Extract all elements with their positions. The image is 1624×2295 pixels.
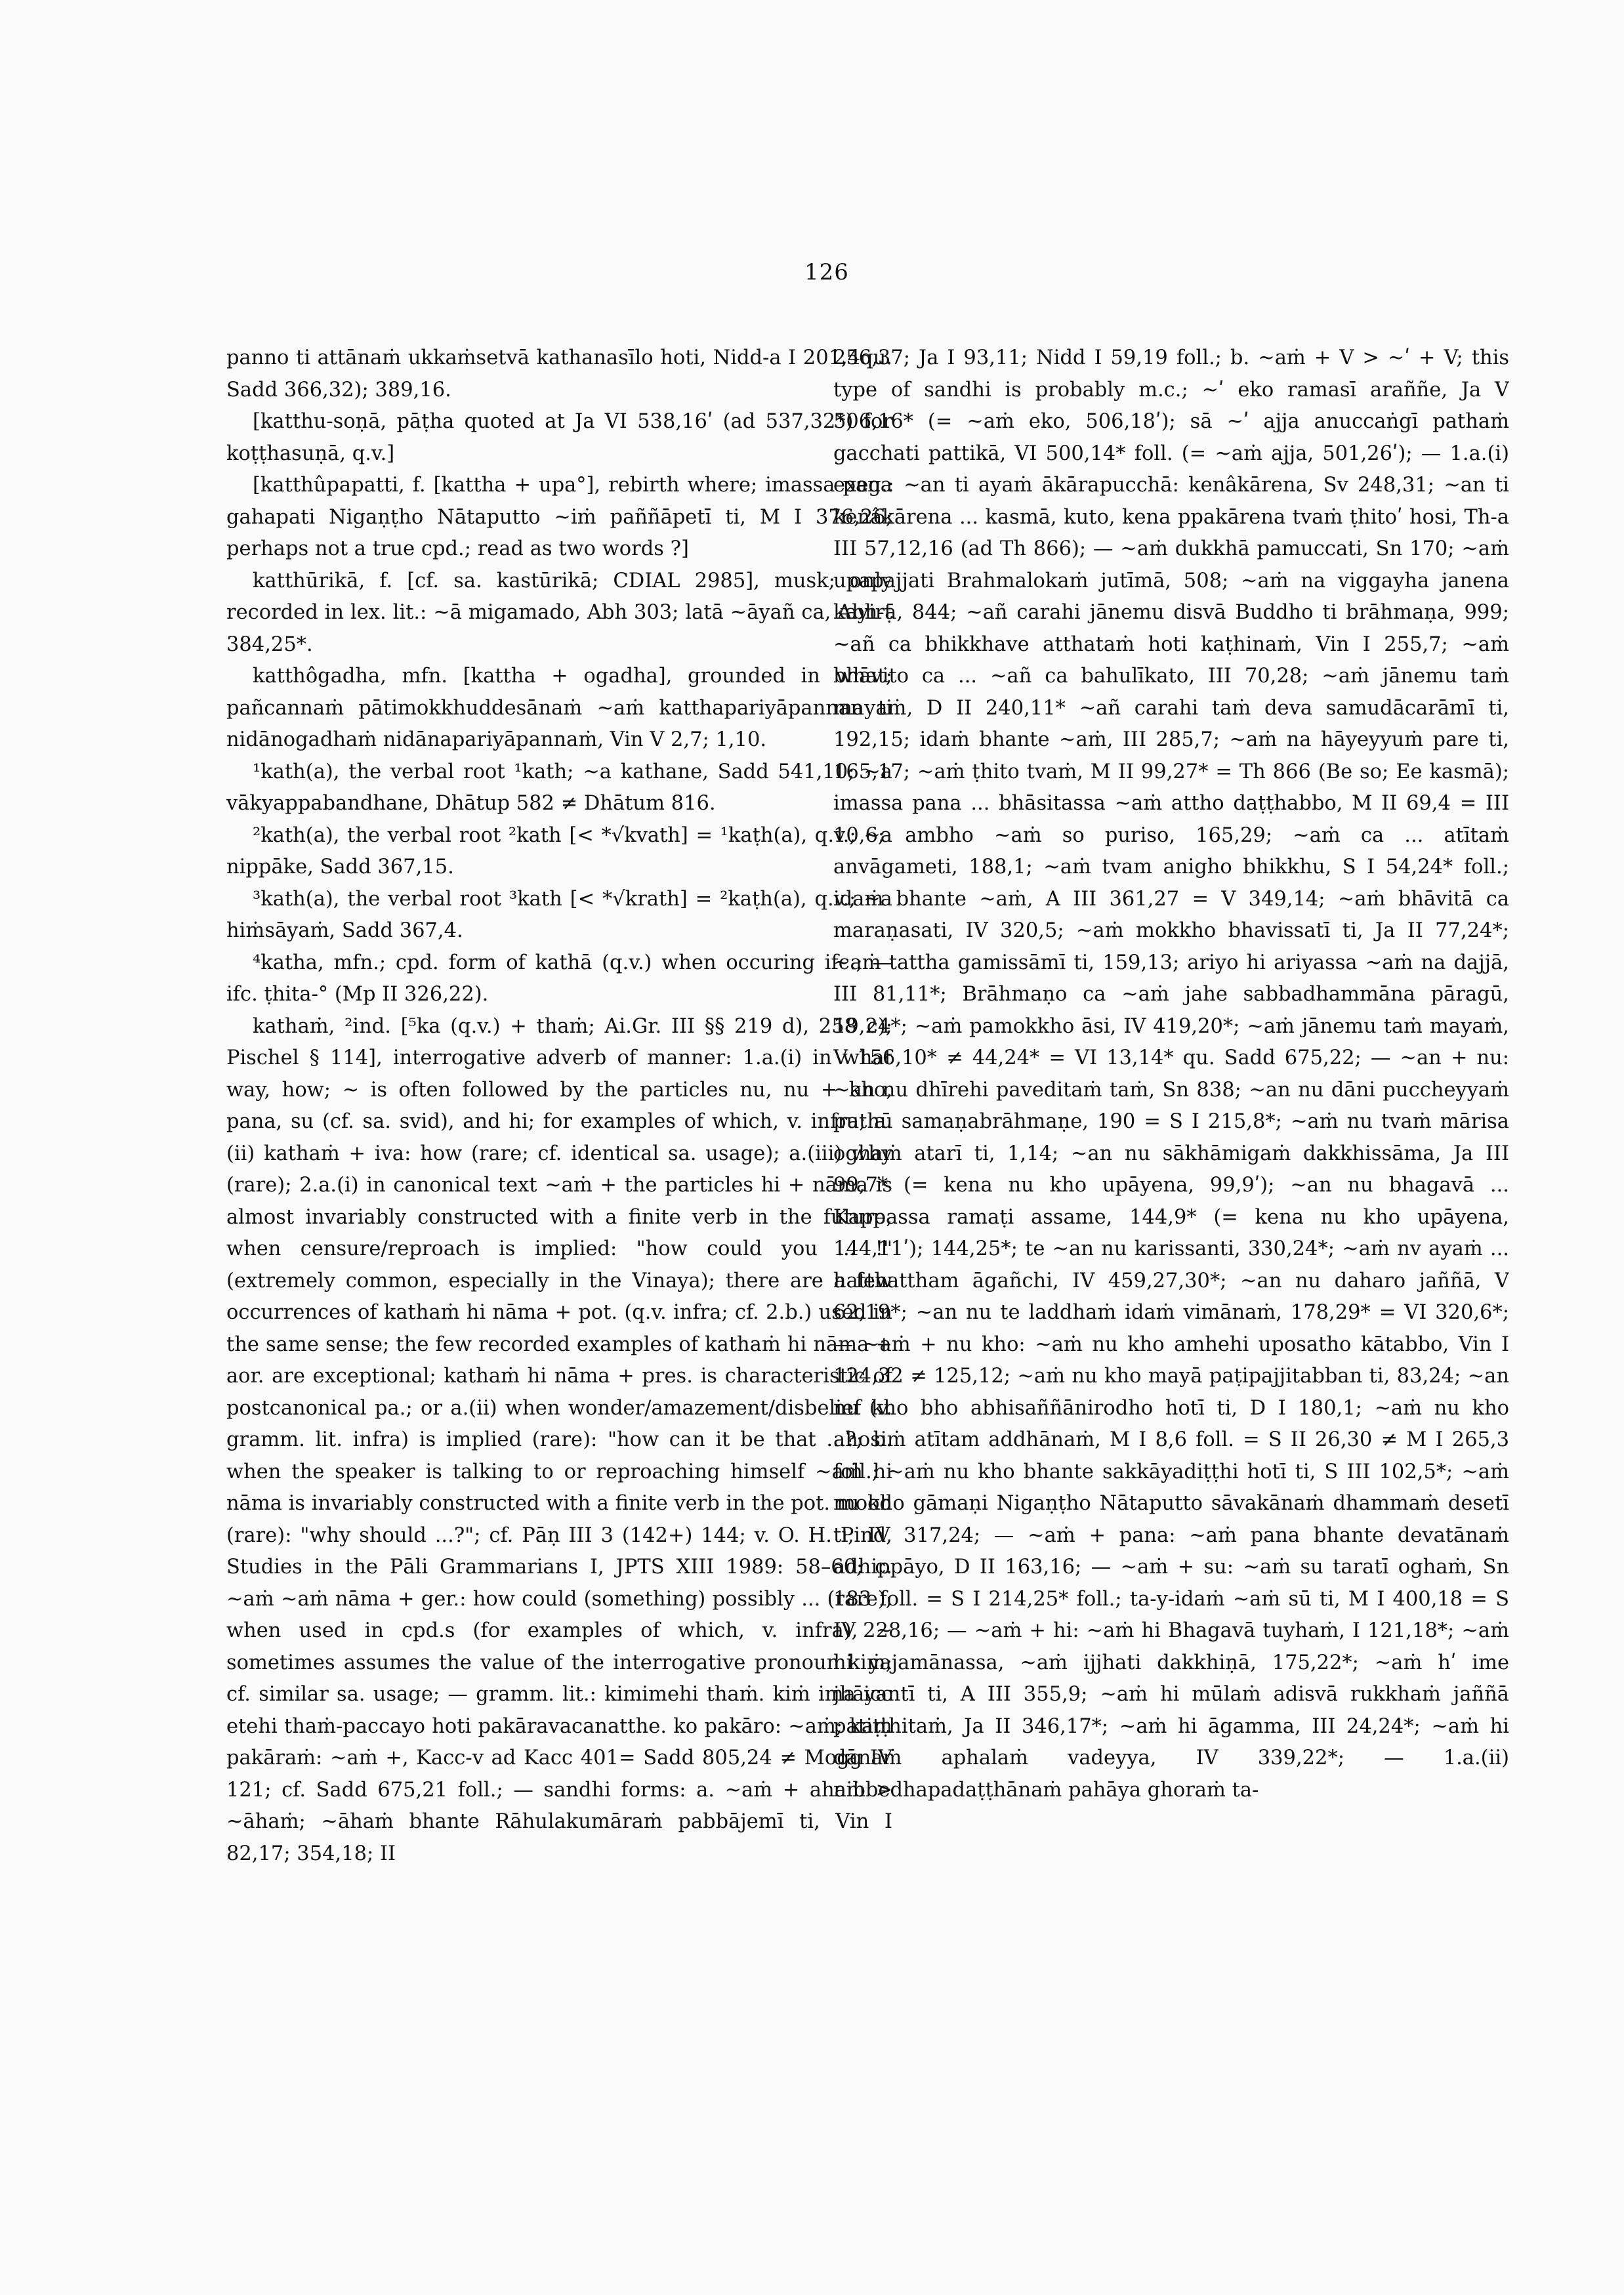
dictionary-entry: [katthu-soṇā, pāṭha quoted at Ja VI 538,16ʹ (ad 537,32*) for koṭṭhasuṇā, q.v.] bbox=[226, 410, 892, 465]
right-column bbox=[833, 342, 1509, 2166]
left-column bbox=[226, 342, 892, 2166]
page-number: 126 bbox=[804, 259, 849, 285]
dictionary-entry: ³kath(a), the verbal root ³kath [< *√krath] = ²kaṭh(a), q.v.; ~a hiṁsāyaṁ, Sadd 367,4. bbox=[226, 887, 892, 942]
dictionary-entry: ⁴katha, mfn.; cpd. form of kathā (q.v.) when occuring ifc.; — ifc. ṭhita-° (Mp II 326,22). bbox=[226, 951, 892, 1006]
dictionary-entry: katthūrikā, f. [cf. sa. kastūrikā; CDIAL 2985], musk; only recorded in lex. lit.: ~ā migamado, Abh 303; latā ~āyañ ca, Abh-ṭ 384,25*. bbox=[226, 569, 892, 656]
entry-continuation: 256,37; Ja I 93,11; Nidd I 59,19 foll.; b. ~aṁ + V > ~ʹ + V; this type of sandhi is probably m.c.; ~ʹ eko ramasī araññe, Ja V 506,16* (= ~aṁ eko, 506,18ʹ); sā ~ʹ ajja anuccaṅgī pathaṁ gacchati pattikā, VI 500,14* foll. (= ~aṁ ajja, 501,26ʹ); — 1.a.(i) exeg.: ~an ti ayaṁ ākārapucchā: kenâkārena, Sv 248,31; ~an ti kenâkārena ... kasmā, kuto, kena ppakārena tvaṁ ṭhitoʹ hosi, Th-a III 57,12,16 (ad Th 866); — ~aṁ dukkhā pamuccati, Sn 170; ~aṁ upapajjati Brahmalokaṁ jutīmā, 508; ~aṁ na viggayha janena kayirā, 844; ~añ carahi jānemu disvā Buddho ti brāhmaṇa, 999; ~añ ca bhikkhave atthataṁ hoti kaṭhinaṁ, Vin I 255,7; ~aṁ bhāvito ca ... ~añ ca bahulīkato, III 70,28; ~aṁ jānemu taṁ mayaṁ, D II 240,11* ~añ carahi taṁ deva samudācarāmī ti, 192,15; idaṁ bhante ~aṁ, III 285,7; ~aṁ na hāyeyyuṁ pare ti, 165,17; ~aṁ ṭhito tvaṁ, M II 99,27* = Th 866 (Be so; Ee kasmā); imassa pana ... bhāsitassa ~aṁ attho daṭṭhabbo, M II 69,4 = III 10,6; ambho ~aṁ so puriso, 165,29; ~aṁ ca ... atītaṁ anvāgameti, 188,1; ~aṁ tvam anigho bhikkhu, S I 54,24* foll.; idaṁ bhante ~aṁ, A III 361,27 = V 349,14; ~aṁ bhāvitā ca maraṇasati, IV 320,5; ~aṁ mokkho bhavissatī ti, Ja II 77,24*; ~aṁ tattha gamissāmī ti, 159,13; ariyo hi ariyassa ~aṁ na dajjā, III 81,11*; Brāhmaṇo ca ~aṁ jahe sabbadhammāna pāragū, 19,24*; ~aṁ pamokkho āsi, IV 419,20*; ~aṁ jānemu taṁ mayaṁ, V 156,10* ≠ 44,24* = VI 13,14* qu. Sadd 675,22; — ~an + nu: ~an nu dhīrehi paveditaṁ taṁ, Sn 838; ~an nu dāni puccheyyaṁ puthū samaṇabrāhmaṇe, 190 = S I 215,8*; ~aṁ nu tvaṁ mārisa oghaṁ atarī ti, 1,14; ~an nu sākhāmigaṁ dakkhissāma, Ja III 99,7* (= kena nu kho upāyena, 99,9ʹ); ~an nu bhagavā ... Kappassa ramaṭi assame, 144,9* (= kena nu kho upāyena, 144,11ʹ); 144,25*; te ~an nu karissanti, 330,24*; ~aṁ nv ayaṁ ... hatthattham āgañchi, IV 459,27,30*; ~an nu daharo jaññā, V 62,19*; ~an nu te laddhaṁ idaṁ vimānaṁ, 178,29* = VI 320,6*; — ~aṁ + nu kho: ~aṁ nu kho amhehi uposatho kātabbo, Vin I 124,32 ≠ 125,12; ~aṁ nu kho mayā paṭipajjitabban ti, 83,24; ~an nu kho bho abhisaññānirodho hotī ti, D I 180,1; ~aṁ nu kho ahosiṁ atītam addhānaṁ, M I 8,6 foll. = S II 26,30 ≠ M I 265,3 foll.; ~aṁ nu kho bhante sakkāyadiṭṭhi hotī ti, S III 102,5*; ~aṁ nu kho gāmaṇi Nigaṇṭho Nātaputto sāvakānaṁ dhammaṁ desetī ti, IV 317,24; — ~aṁ + pana: ~aṁ pana bhante devatānaṁ adhippāyo, D II 163,16; — ~aṁ + su: ~aṁ su taratī oghaṁ, Sn 183 foll. = S I 214,25* foll.; ta-y-idaṁ ~aṁ sū ti, M I 400,18 = S IV 228,16; — ~aṁ + hi: ~aṁ hi Bhagavā tuyhaṁ, I 121,18*; ~aṁ hi yajamānassa, ~aṁ ijjhati dakkhiṇā, 175,22*; ~aṁ hʹ ime jhāyantī ti, A III 355,9; ~aṁ hi mūlaṁ adisvā rukkhaṁ jaññā patiṭṭhitaṁ, Ja II 346,17*; ~aṁ hi āgamma, III 24,24*; ~aṁ hi dānaṁ aphalaṁ vadeyya, IV 339,22*; — 1.a.(ii) nibbedhapadaṭṭhānaṁ pahāya ghoraṁ ta- bbox=[833, 346, 1509, 1802]
dictionary-entry: [katthûpapatti, f. [kattha + upa°], rebirth where; imassa pana gahapati Nigaṇṭho Nātaputto ~iṁ paññāpetī ti, M I 376,26; perhaps not a true cpd.; read as two words ?] bbox=[226, 474, 892, 560]
dictionary-entry: katthôgadha, mfn. [kattha + ogadha], grounded in what; pañcannaṁ pātimokkhuddesānaṁ ~aṁ katthapariyāpannan ti nidānogadhaṁ nidānapariyāpannaṁ, Vin V 2,7; 1,10. bbox=[226, 665, 892, 751]
entry-continuation: panno ti attānaṁ ukkaṁsetvā kathanasīlo hoti, Nidd-a I 201,4qu. Sadd 366,32); 389,16. bbox=[226, 346, 892, 402]
dictionary-entry: kathaṁ, ²ind. [⁵ka (q.v.) + thaṁ; Ai.Gr. III §§ 219 d), 258 c); Pischel § 114], interrogative adverb of manner: 1.a.(i) in what way, how; ~ is often followed by the particles nu, nu + kho, pana, su (cf. sa. svid), and hi; for examples of which, v. infra; a.(ii) kathaṁ + iva: how (rare; cf. identical sa. usage); a.(iii) why (rare); 2.a.(i) in canonical text ~aṁ + the particles hi + nāma is almost invariably constructed with a finite verb in the future, when censure/reproach is implied: "how could you ... !" (extremely common, especially in the Vinaya); there are a few occurrences of kathaṁ hi nāma + pot. (q.v. infra; cf. 2.b.) used in the same sense; the few recorded examples of kathaṁ hi nāma + aor. are exceptional; kathaṁ hi nāma + pres. is characteristic of postcanonical pa.; or a.(ii) when wonder/amazement/disbelief (v. gramm. lit. infra) is implied (rare): "how can it be that ...?; b. when the speaker is talking to or reproaching himself ~aṁ hi nāma is invariably constructed with a finite verb in the pot. mood (rare): "why should ...?"; cf. Pāṇ III 3 (142+) 144; v. O. H. Pind, Studies in the Pāli Grammarians I, JPTS XIII 1989: 58–60; c. ~aṁ ~aṁ nāma + ger.: how could (something) possibly ... (rare); when used in cpd.s (for examples of which, v. infra), ~ sometimes assumes the value of the interrogative pronoun kiṁ; cf. similar sa. usage; — gramm. lit.: kimimehi thaṁ. kiṁ ima icc etehi thaṁ-paccayo hoti pakāravacanatthe. ko pakāro: ~aṁ; kaṁ pakāraṁ: ~aṁ +, Kacc-v ad Kacc 401= Sadd 805,24 ≠ Mogg IV 121; cf. Sadd 675,21 foll.; — sandhi forms: a. ~aṁ + ahaṁ > ~āhaṁ; ~āhaṁ bhante Rāhulakumāraṁ pabbājemī ti, Vin I 82,17; 354,18; II bbox=[226, 1014, 892, 1865]
dictionary-entry: ¹kath(a), the verbal root ¹kath; ~a kathane, Sadd 541,10; ~a vākyappabandhane, Dhātup 582 ≠ Dhātum 816. bbox=[226, 760, 892, 815]
dictionary-entry: ²kath(a), the verbal root ²kath [< *√kvath] = ¹kaṭh(a), q.v.; ~a nippāke, Sadd 367,15. bbox=[226, 823, 892, 879]
